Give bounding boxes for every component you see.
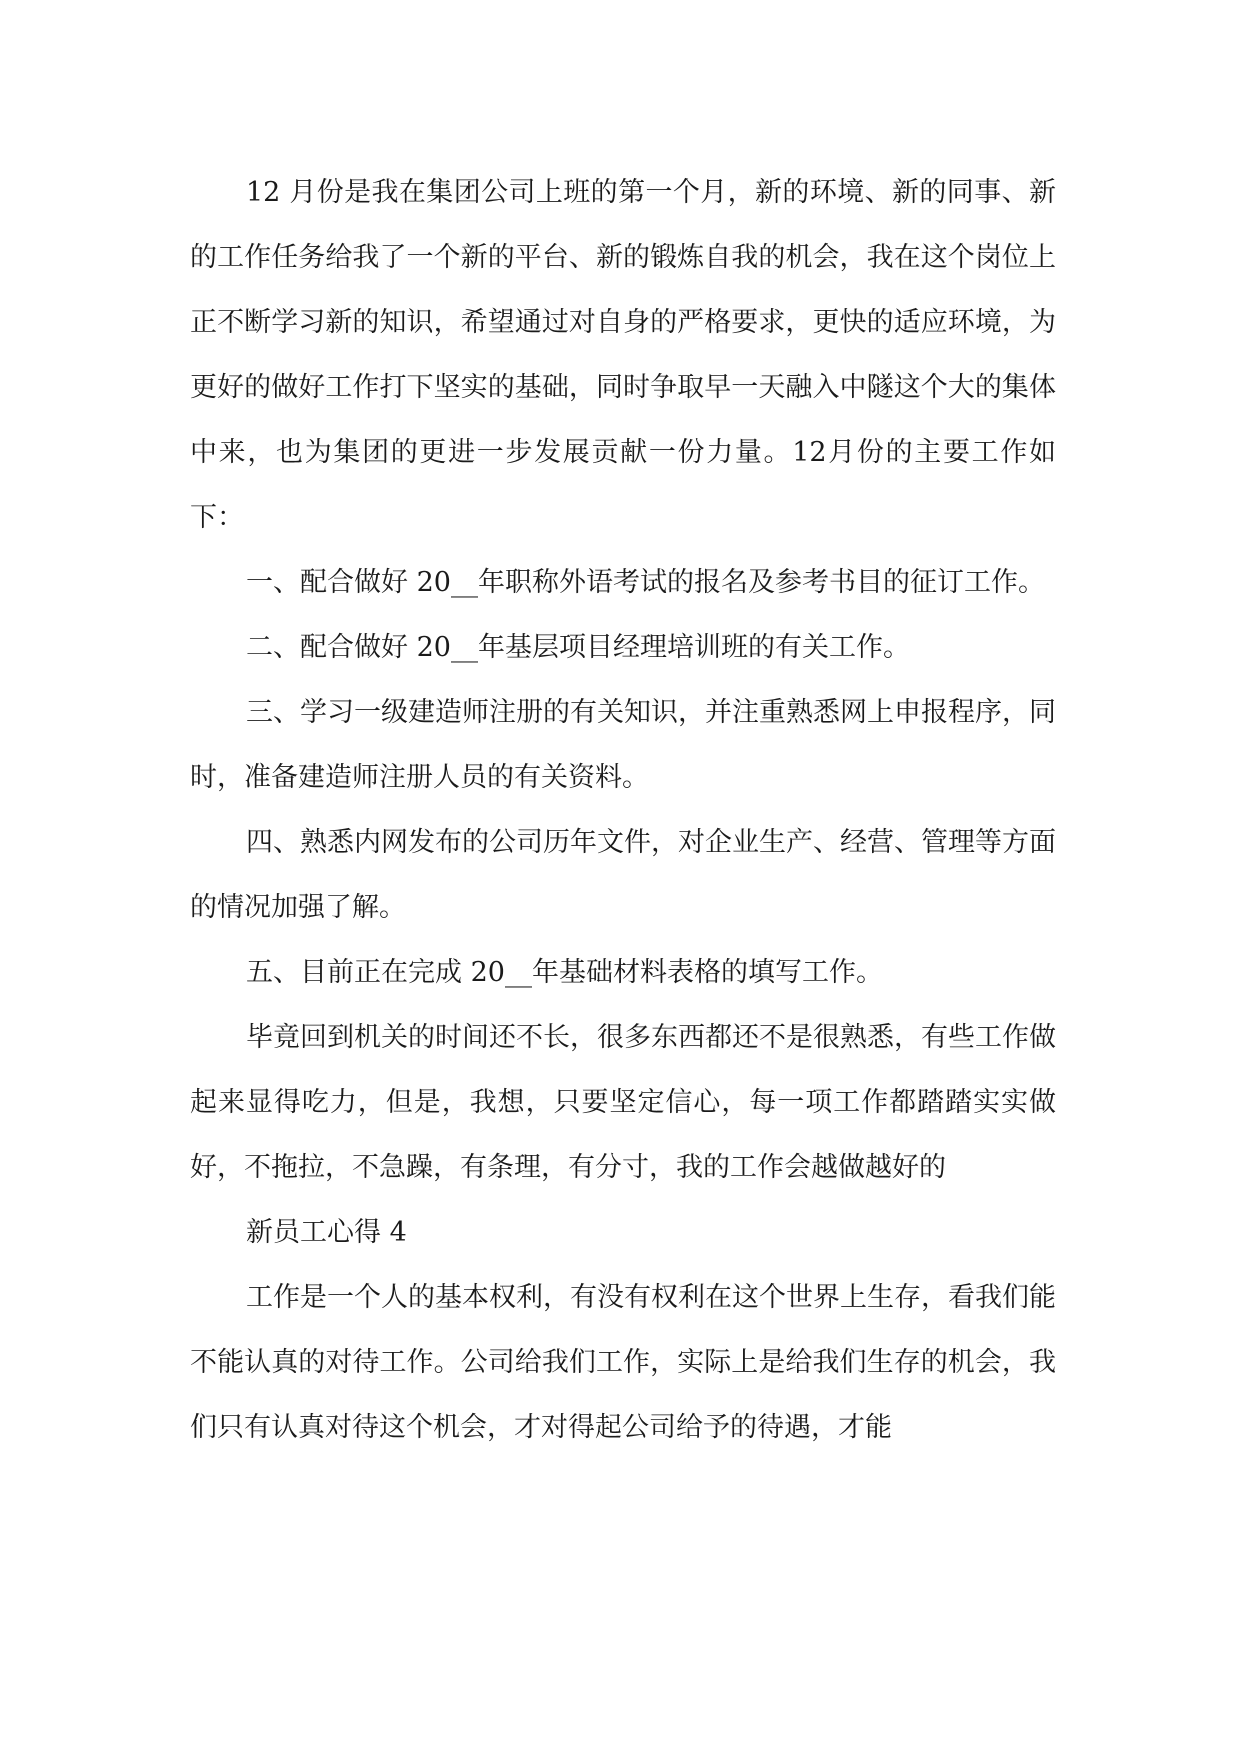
section-heading: 新员工心得 4 [246,1217,407,1248]
paragraph-item-3: 三、学习一级建造师注册的有关知识，并注重熟悉网上申报程序，同时，准备建造师注册人员的有关资料。 [190,697,1056,793]
paragraph-conclusion: 毕竟回到机关的时间还不长，很多东西都还不是很熟悉，有些工作做起来显得吃力，但是，我想，只要坚定信心，每一项工作都踏踏实实做好，不拖拉，不急躁，有条理，有分寸，我的工作会越做越好的 [190,1022,1056,1183]
paragraph-item-2: 二、配合做好 20__年基层项目经理培训班的有关工作。 [246,632,910,663]
paragraph-intro: 12 月份是我在集团公司上班的第一个月，新的环境、新的同事、新的工作任务给我了一个新的平台、新的锻炼自我的机会，我在这个岗位上正不断学习新的知识，希望通过对自身的严格要求，更快的适应环境，为更好的做好工作打下坚实的基础，同时争取早一天融入中隧这个大的集体中来，也为集团的更进一步发展贡献一份力量。12月份的主要工作如下： [190,177,1056,533]
paragraph-item-1: 一、配合做好 20__年职称外语考试的报名及参考书目的征订工作。 [246,567,1045,598]
paragraph-item-5: 五、目前正在完成 20__年基础材料表格的填写工作。 [246,957,883,988]
document-body [190,160,1056,1460]
paragraph-section-body: 工作是一个人的基本权利，有没有权利在这个世界上生存，看我们能不能认真的对待工作。公司给我们工作，实际上是给我们生存的机会，我们只有认真对待这个机会，才对得起公司给予的待遇，才能 [190,1282,1056,1443]
paragraph-item-4: 四、熟悉内网发布的公司历年文件，对企业生产、经营、管理等方面的情况加强了解。 [190,827,1056,923]
